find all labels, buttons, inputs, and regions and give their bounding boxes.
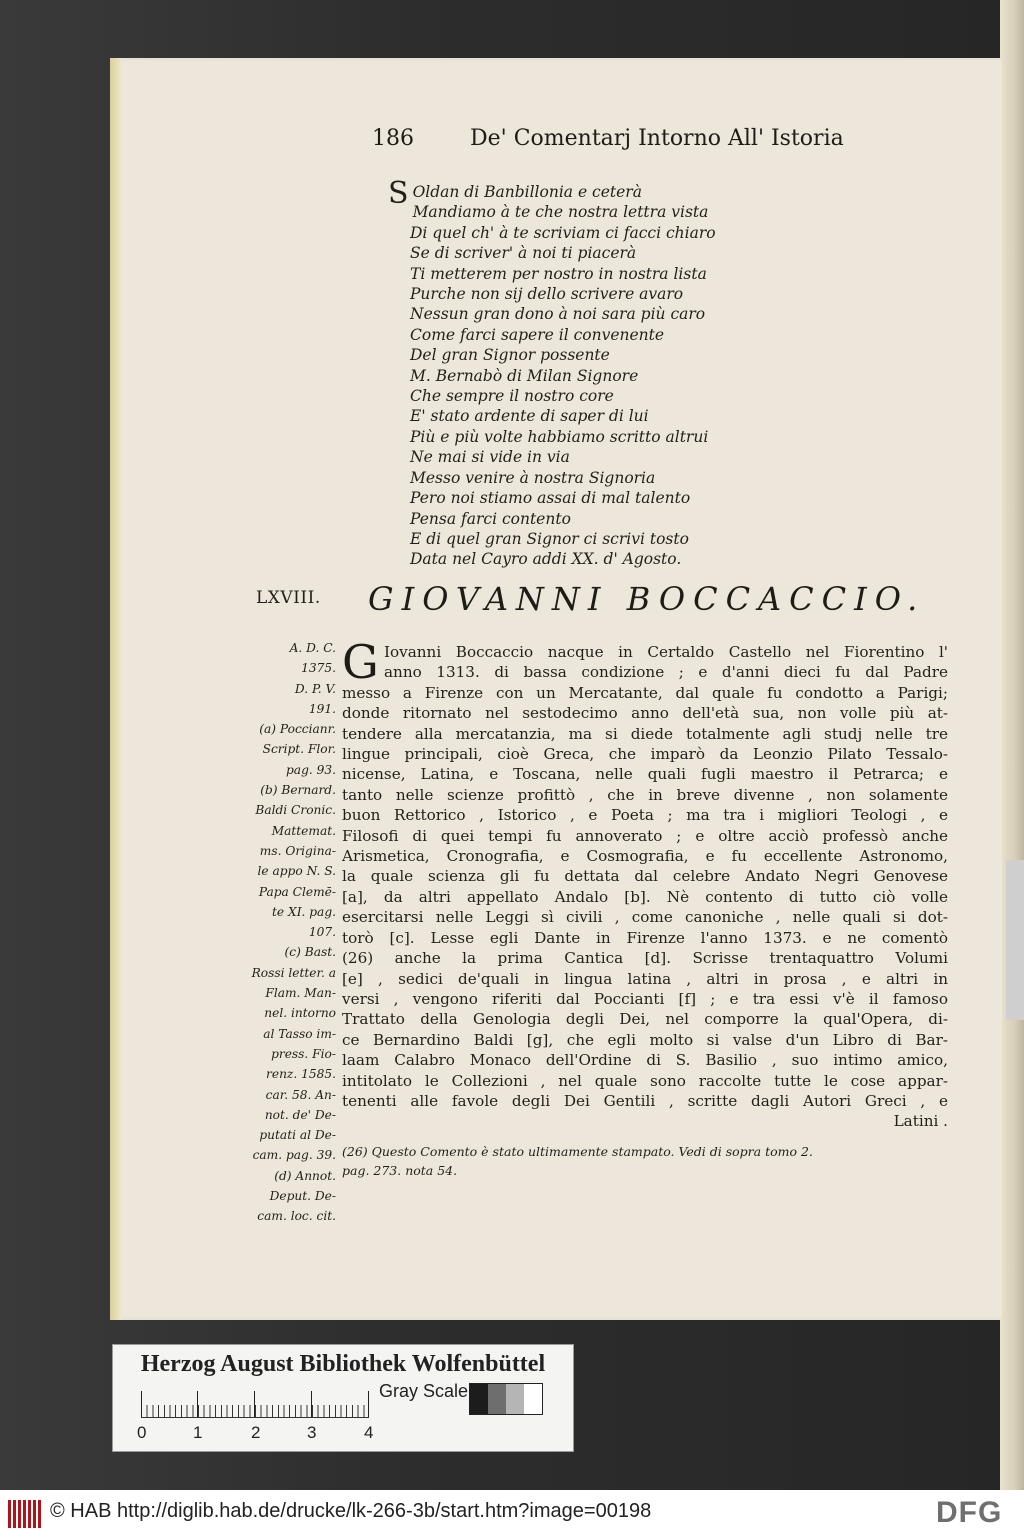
body-line: esercitarsi nelle Leggi sì civili , come canoniche , nelle quali si dot- xyxy=(342,908,948,927)
poem-line: Più e più volte habbiamo scritto altrui xyxy=(410,427,709,446)
margin-note-line: renz. 1585. xyxy=(266,1067,336,1082)
poem-line: E' stato ardente di saper di lui xyxy=(410,407,649,426)
body-line: tenenti alle favole degli Dei Gentili , scritte dagli Autori Greci , e xyxy=(342,1091,948,1110)
margin-note-line: te XI. pag. xyxy=(272,904,336,919)
poem-line: Se di scriver' à noi ti piacerà xyxy=(410,244,637,263)
gray-swatch xyxy=(506,1384,524,1414)
margin-note-line: not. de' De- xyxy=(264,1107,336,1122)
poem-initial: S xyxy=(388,176,409,211)
body-line: laam Calabro Monaco dell'Ordine di S. Basilio , suo intimo amico, xyxy=(342,1051,948,1070)
body-line: messo a Firenze con un Mercatante, dal quale fu condotto a Parigi; xyxy=(342,683,948,702)
hab-logo-icon xyxy=(8,1500,42,1528)
poem-line: Di quel ch' à te scriviam ci facci chiaro xyxy=(410,223,716,242)
body-line: lingue principali, cioè Greca, che imparò da Leonzio Pilato Tessalo- xyxy=(342,745,948,764)
margin-note-line: car. 58. An- xyxy=(265,1087,336,1102)
margin-note-line: 1375. xyxy=(301,661,336,676)
body-line: la quale scienza gli fu dettata dal celebre Andato Negri Genovese xyxy=(342,867,948,886)
margin-note-line: Mattemat. xyxy=(271,823,336,838)
body-initial: G xyxy=(342,635,379,689)
margin-note-line: (b) Bernard. xyxy=(260,783,336,798)
body-line: Trattato della Genologia degli Dei, nel comporre la qual'Opera, di- xyxy=(342,1010,948,1029)
margin-note-line: al Tasso im- xyxy=(263,1026,336,1041)
section-number: LXVIII. xyxy=(256,588,321,608)
ruler-label: 0 xyxy=(137,1423,147,1442)
margin-note-line: putati al De- xyxy=(259,1128,336,1143)
body-line: versi , vengono riferiti dal Poccianti [f] ; e tra essi v'è il famoso xyxy=(342,989,948,1008)
margin-note-line: Deput. De- xyxy=(269,1189,336,1204)
body-line: donde ritornato nel sestodecimo anno dell'età sua, non volle più at- xyxy=(342,704,948,723)
gray-swatch xyxy=(488,1384,506,1414)
body-line: Iovanni Boccaccio nacque in Certaldo Castello nel Fiorentino l' xyxy=(384,643,948,661)
measurement-ruler xyxy=(141,1387,369,1418)
copyright-credit: © HAB http://diglib.hab.de/drucke/lk-266-3b/start.htm?image=00198 xyxy=(50,1500,652,1522)
poem-line: Pero noi stiamo assai di mal talento xyxy=(410,489,691,508)
ruler-tick xyxy=(141,1391,142,1417)
ruler-tick xyxy=(197,1391,198,1417)
body-line: anno 1313. di bassa condizione ; e d'anni dieci fu dal Padre xyxy=(384,663,948,682)
facing-page-edge xyxy=(1000,0,1024,1490)
gray-scale-swatches xyxy=(469,1383,543,1415)
body-line: Arismetica, Cronografia, e Cosmografia, e fu eccellente Astronomo, xyxy=(342,847,948,866)
margin-note-line: D. P. V. xyxy=(294,681,336,696)
margin-note-line: pag. 93. xyxy=(286,762,336,777)
margin-note-line: Rossi letter. a xyxy=(251,965,336,980)
poem-line: M. Bernabò di Milan Signore xyxy=(410,366,639,385)
poem-line: Ti metterem per nostro in nostra lista xyxy=(410,264,707,283)
gray-swatch xyxy=(524,1384,542,1414)
body-line: [e] , sedici de'quali in lingua latina , altri in prosa , e altri in xyxy=(342,969,948,988)
body-line: [a], da altri appellato Andalo [b]. Nè contento di tutto ciò volle xyxy=(342,887,948,906)
page-number: 186 xyxy=(372,126,414,151)
footnote xyxy=(342,1142,948,1180)
library-name: Herzog August Bibliothek Wolfenbüttel xyxy=(140,1351,546,1377)
margin-note-line: cam. loc. cit. xyxy=(257,1209,336,1224)
ruler-label: 3 xyxy=(307,1423,317,1442)
margin-notes xyxy=(228,638,336,1227)
body-line: Latini . xyxy=(893,1112,948,1131)
body-line: buon Rettorico , Istorico , e Poeta ; ma tra i migliori Teologi , e xyxy=(342,806,948,825)
ruler-label: 4 xyxy=(364,1423,374,1442)
section-title: GIOVANNI BOCCACCIO. xyxy=(368,580,926,618)
margin-note-line: A. D. C. xyxy=(289,641,336,655)
ruler-labels xyxy=(135,1423,395,1445)
margin-note-line: (a) Poccianr. xyxy=(259,722,336,737)
margin-note-line: press. Fio- xyxy=(271,1046,336,1061)
poem-line: Pensa farci contento xyxy=(410,509,571,528)
gray-scale-label: Gray Scale xyxy=(379,1381,469,1401)
ruler-label: 1 xyxy=(193,1423,203,1442)
margin-note-line: Script. Flor. xyxy=(262,742,336,757)
margin-note-line: Papa Clemē- xyxy=(258,884,336,899)
body-text xyxy=(342,635,948,1132)
margin-note-line: Baldi Cronic. xyxy=(255,803,336,818)
page-gutter-edge xyxy=(110,58,122,1320)
poem-line: Oldan di Banbillonia e ceterà xyxy=(412,183,642,201)
poem-line: Nessun gran dono à noi sara più caro xyxy=(410,305,706,324)
body-line: intitolato le Collezioni , nel quale sono raccolte tutte le cose appar- xyxy=(342,1071,948,1090)
running-header xyxy=(372,126,842,158)
body-line: ce Bernardino Baldi [g], che egli molto si valse d'un Libro di Bar- xyxy=(342,1030,948,1049)
poem-line: E di quel gran Signor ci scrivi tosto xyxy=(410,529,689,548)
gray-swatch xyxy=(470,1384,488,1414)
color-scale-card xyxy=(112,1344,574,1452)
page-clip xyxy=(1006,860,1024,1020)
poem-line: Ne mai si vide in via xyxy=(410,448,570,467)
body-line: Filosofi di quei tempi fu annoverato ; e oltre acciò professò anche xyxy=(342,826,948,845)
ruler-label: 2 xyxy=(251,1423,261,1442)
margin-note-line: nel. intorno xyxy=(264,1006,336,1021)
poem-line: Purche non sij dello scrivere avaro xyxy=(410,285,684,304)
body-line: (26) anche la prima Cantica [d]. Scrisse trentaquattro Volumi xyxy=(342,949,948,968)
poem-line: Data nel Cayro addi XX. d' Agosto. xyxy=(410,550,682,569)
poem-line: Mandiamo à te che nostra lettra vista xyxy=(412,203,709,222)
ruler-tick xyxy=(254,1391,255,1417)
poem-line: Che sempre il nostro core xyxy=(410,387,614,406)
ruler-tick xyxy=(311,1391,312,1417)
ruler-tick xyxy=(368,1391,369,1417)
margin-note-line: Flam. Man- xyxy=(265,986,336,1001)
footnote-line: pag. 273. nota 54. xyxy=(342,1163,458,1178)
margin-note-line: le appo N. S. xyxy=(257,864,336,879)
running-title: De' Comentarj Intorno All' Istoria xyxy=(470,126,844,151)
body-line: torò [c]. Lesse egli Dante in Firenze l'anno 1373. e ne comentò xyxy=(342,928,948,947)
poem-line: Del gran Signor possente xyxy=(410,346,610,365)
margin-note-line: cam. pag. 39. xyxy=(252,1148,336,1163)
body-line: tendere alla mercatanzia, ma si diede totalmente agli studj nelle tre xyxy=(342,724,948,743)
margin-note-line: 107. xyxy=(308,925,336,940)
margin-note-line: 191. xyxy=(308,701,336,716)
footnote-line: (26) Questo Comento è stato ultimamente stampato. Vedi di sopra tomo 2. xyxy=(342,1144,813,1159)
poem-line: Messo venire à nostra Signoria xyxy=(410,468,656,487)
body-line: tanto nelle scienze profittò , che in breve divenne , non solamente xyxy=(342,785,948,804)
margin-note-line: ms. Origina- xyxy=(259,843,336,858)
dfg-logo: DFG xyxy=(936,1496,1003,1529)
poem-block xyxy=(388,176,808,570)
margin-note-line: (d) Annot. xyxy=(274,1168,336,1183)
margin-note-line: (c) Bast. xyxy=(284,945,336,960)
body-line: nicense, Latina, e Toscana, nelle quali fugli maestro il Petrarca; e xyxy=(342,765,948,784)
poem-line: Come farci sapere il convenente xyxy=(410,325,665,344)
